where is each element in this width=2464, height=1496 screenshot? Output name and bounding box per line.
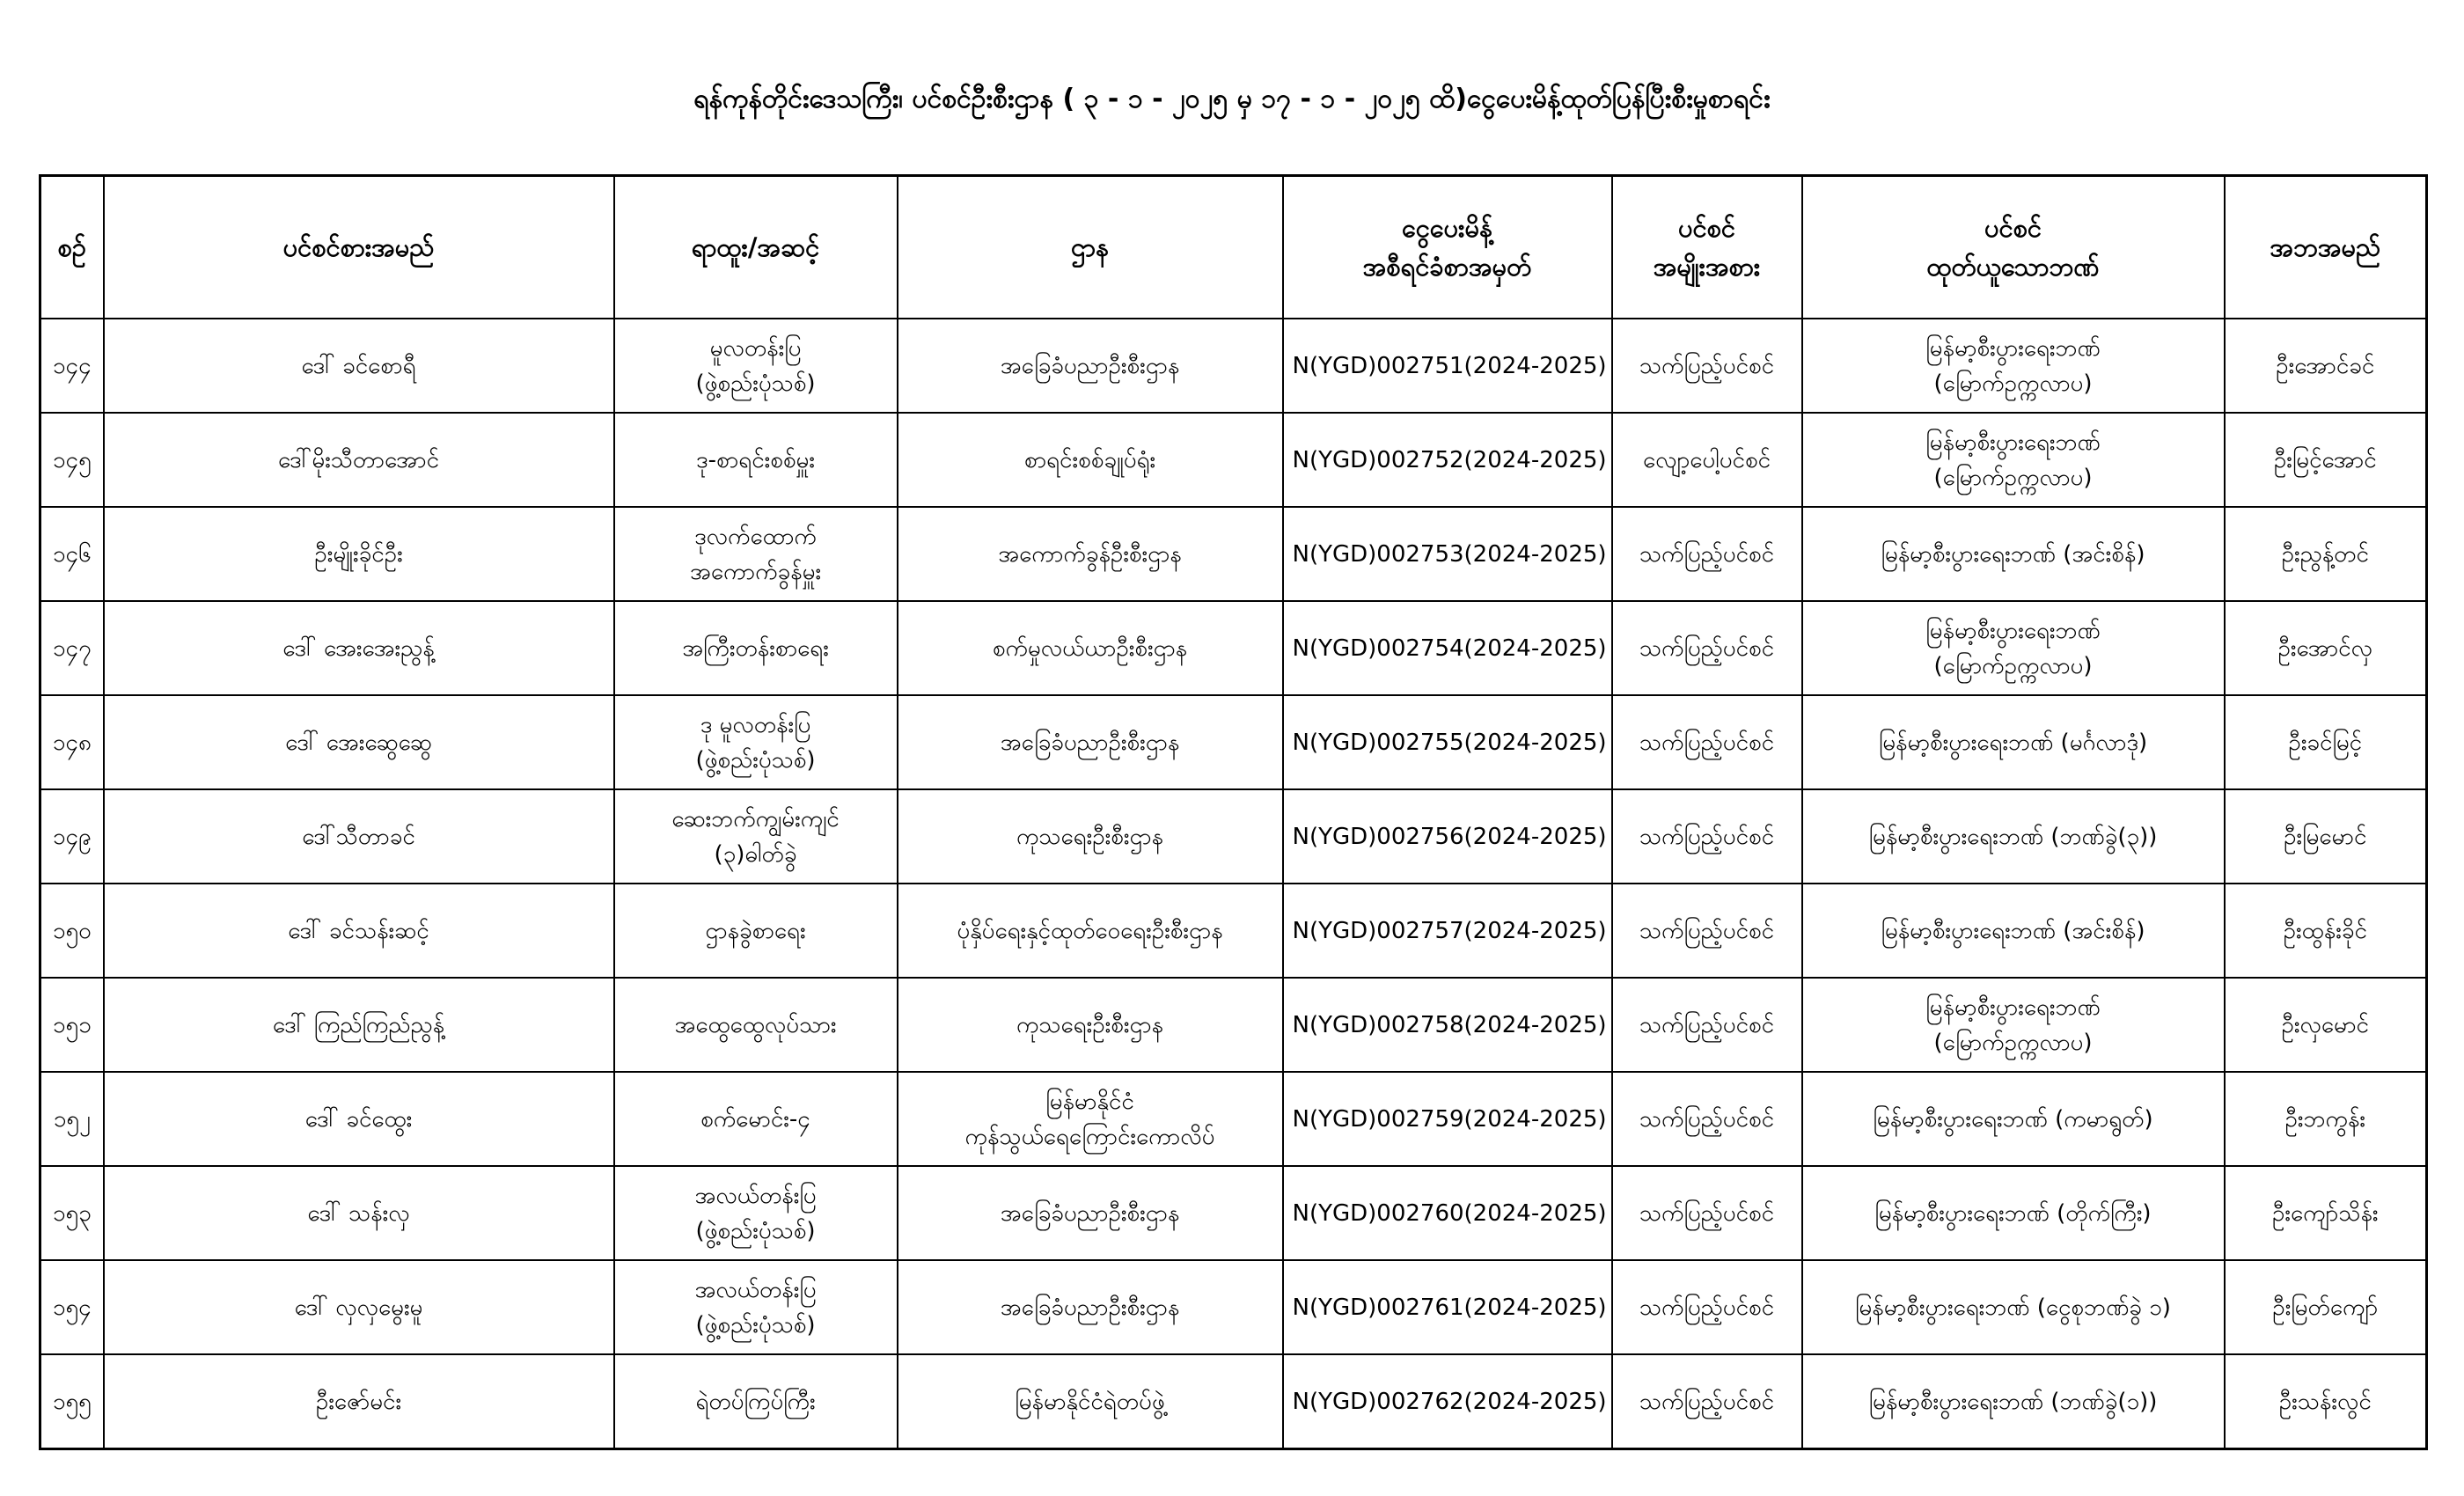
cell-issuing-bank (1802, 1072, 2225, 1166)
table-row (40, 1166, 2427, 1260)
cell-license-no: N(YGD)002757(2024-2025) (1283, 884, 1612, 978)
cell-license-no: N(YGD)002756(2024-2025) (1283, 789, 1612, 884)
cell-pension-type: သက်ပြည့်ပင်စင် (1612, 319, 1802, 413)
cell-dept-line1: အခြေခံပညာဦးစီးဌာန (1000, 352, 1180, 379)
table-body (40, 319, 2427, 1449)
cell-bank-line1: မြန်မာ့စီးပွားရေးဘဏ် (1925, 429, 2101, 456)
cell-serial-no: ၁၅၃ (40, 1166, 104, 1260)
cell-department (898, 507, 1283, 601)
table-row (40, 1260, 2427, 1354)
table-row (40, 1354, 2427, 1449)
cell-dept-line1: အခြေခံပညာဦးစီးဌာန (1000, 1199, 1180, 1227)
cell-pension-type: သက်ပြည့်ပင်စင် (1612, 884, 1802, 978)
cell-father-name: ဦးညွန့်တင် (2225, 507, 2427, 601)
cell-department (898, 1072, 1283, 1166)
cell-rank-line1: ဆေးဘက်ကျွမ်းကျင် (671, 805, 840, 832)
cell-father-name: ဦးကျော်သိန်း (2225, 1166, 2427, 1260)
header-type-line1: ပင်စင် (1677, 213, 1736, 243)
cell-pensioner-name: ဒေါ် လှလှမွေးမူ (104, 1260, 614, 1354)
cell-bank-line1: မြန်မာ့စီးပွားရေးဘဏ် (မင်္ဂလာဒုံ) (1878, 729, 2148, 756)
cell-issuing-bank (1802, 1260, 2225, 1354)
cell-issuing-bank (1802, 1354, 2225, 1449)
cell-pension-type: သက်ပြည့်ပင်စင် (1612, 789, 1802, 884)
cell-rank-line1: ဒု မူလတန်းပြ (700, 711, 811, 738)
cell-pensioner-name: ဒေါ် သန်းလှ (104, 1166, 614, 1260)
cell-rank (614, 319, 898, 413)
cell-rank (614, 507, 898, 601)
cell-dept-line1: စက်မှုလယ်ယာဦးစီးဌာန (992, 634, 1188, 662)
header-pensioner-name: ပင်စင်စားအမည် (104, 176, 614, 319)
cell-pension-type: သက်ပြည့်ပင်စင် (1612, 1260, 1802, 1354)
cell-dept-line2: ကုန်သွယ်ရေကြောင်းကောလိပ် (964, 1123, 1215, 1150)
cell-rank-line2: အကောက်ခွန်မှူး (689, 558, 822, 585)
cell-rank-line1: အလယ်တန်းပြ (694, 1276, 817, 1303)
cell-department (898, 601, 1283, 695)
cell-serial-no: ၁၄၅ (40, 413, 104, 507)
cell-pension-type: သက်ပြည့်ပင်စင် (1612, 507, 1802, 601)
cell-pensioner-name: ဒေါ် ခင်ထွေး (104, 1072, 614, 1166)
cell-serial-no: ၁၅၅ (40, 1354, 104, 1449)
cell-serial-no: ၁၄၇ (40, 601, 104, 695)
cell-department (898, 884, 1283, 978)
cell-license-no: N(YGD)002755(2024-2025) (1283, 695, 1612, 789)
cell-bank-line1: မြန်မာ့စီးပွားရေးဘဏ် (1925, 994, 2101, 1021)
cell-rank-line1: စက်မောင်း-၄ (700, 1105, 810, 1133)
cell-department (898, 413, 1283, 507)
cell-department (898, 1166, 1283, 1260)
cell-bank-line1: မြန်မာ့စီးပွားရေးဘဏ် (ဘဏ်ခွဲ(၃)) (1868, 823, 2158, 850)
cell-issuing-bank (1802, 1166, 2225, 1260)
cell-license-no: N(YGD)002758(2024-2025) (1283, 978, 1612, 1072)
table-row (40, 1072, 2427, 1166)
header-department: ဌာန (898, 176, 1283, 319)
cell-serial-no: ၁၅၂ (40, 1072, 104, 1166)
cell-father-name: ဦးအောင်လှ (2225, 601, 2427, 695)
header-issuer-line1: ပင်စင် (1984, 213, 2042, 243)
cell-father-name: ဦးအောင်ခင် (2225, 319, 2427, 413)
cell-bank-line1: မြန်မာ့စီးပွားရေးဘဏ် (1925, 334, 2101, 362)
cell-department (898, 1354, 1283, 1449)
cell-father-name: ဦးမြင့်အောင် (2225, 413, 2427, 507)
cell-bank-line2: (မြောက်ဥက္ကလာပ) (1933, 652, 2093, 679)
cell-pension-type: သက်ပြည့်ပင်စင် (1612, 1354, 1802, 1449)
cell-department (898, 1260, 1283, 1354)
cell-father-name: ဦးသန်းလွင် (2225, 1354, 2427, 1449)
cell-father-name: ဦးမြမောင် (2225, 789, 2427, 884)
cell-issuing-bank (1802, 695, 2225, 789)
cell-issuing-bank (1802, 978, 2225, 1072)
cell-serial-no: ၁၄၄ (40, 319, 104, 413)
table-row (40, 789, 2427, 884)
header-issuing-bank (1802, 176, 2225, 319)
cell-department (898, 978, 1283, 1072)
header-license-line2: အစီရင်ခံစာအမှတ် (1362, 252, 1532, 282)
cell-issuing-bank (1802, 413, 2225, 507)
cell-serial-no: ၁၅၄ (40, 1260, 104, 1354)
cell-dept-line1: ကုသရေးဦးစီးဌာန (1016, 823, 1164, 850)
header-rank: ရာထူး/အဆင့် (614, 176, 898, 319)
cell-rank (614, 884, 898, 978)
cell-rank (614, 1354, 898, 1449)
cell-department (898, 789, 1283, 884)
table-row (40, 695, 2427, 789)
cell-dept-line1: ပုံနှိပ်ရေးနှင့်ထုတ်ဝေရေးဦးစီးဌာန (957, 917, 1223, 944)
cell-bank-line1: မြန်မာ့စီးပွားရေးဘဏ် (ကမာရွတ်) (1873, 1105, 2153, 1133)
cell-bank-line1: မြန်မာ့စီးပွားရေးဘဏ် (အင်းစိန်) (1881, 917, 2145, 944)
header-father-name: အဘအမည် (2225, 176, 2427, 319)
cell-pension-type: သက်ပြည့်ပင်စင် (1612, 601, 1802, 695)
cell-rank (614, 695, 898, 789)
cell-license-no: N(YGD)002751(2024-2025) (1283, 319, 1612, 413)
cell-rank-line2: (ဖွဲ့စည်းပုံသစ်) (695, 1217, 816, 1244)
cell-bank-line1: မြန်မာ့စီးပွားရေးဘဏ် (ငွေစုဘဏ်ခွဲ ၁) (1855, 1294, 2171, 1321)
cell-rank-line1: ဒုလက်ထောက် (694, 523, 817, 550)
cell-serial-no: ၁၄၈ (40, 695, 104, 789)
cell-issuing-bank (1802, 789, 2225, 884)
cell-rank-line1: ဒု-စာရင်းစစ်မှူး (696, 446, 815, 473)
cell-rank-line1: အကြီးတန်းစာရေး (682, 634, 829, 662)
cell-rank-line1: အလယ်တန်းပြ (694, 1182, 817, 1209)
cell-issuing-bank (1802, 601, 2225, 695)
cell-rank (614, 789, 898, 884)
cell-license-no: N(YGD)002752(2024-2025) (1283, 413, 1612, 507)
cell-pensioner-name: ဒေါ် ကြည်ကြည်ညွန့် (104, 978, 614, 1072)
cell-department (898, 695, 1283, 789)
cell-bank-line2: (မြောက်ဥက္ကလာပ) (1933, 1029, 2093, 1056)
cell-rank (614, 978, 898, 1072)
table-header (40, 176, 2427, 319)
cell-dept-line1: စာရင်းစစ်ချုပ်ရုံး (1023, 446, 1156, 473)
cell-pensioner-name: ဦးမျိုးခိုင်ဦး (104, 507, 614, 601)
cell-issuing-bank (1802, 319, 2225, 413)
cell-bank-line2: (မြောက်ဥက္ကလာပ) (1933, 464, 2093, 491)
cell-bank-line2: (မြောက်ဥက္ကလာပ) (1933, 370, 2093, 397)
cell-father-name: ဦးမြတ်ကျော် (2225, 1260, 2427, 1354)
header-serial-no: စဉ် (40, 176, 104, 319)
cell-pensioner-name: ဒေါ် အေးဆွေဆွေ (104, 695, 614, 789)
cell-rank (614, 1072, 898, 1166)
table-row (40, 319, 2427, 413)
table-row (40, 507, 2427, 601)
cell-license-no: N(YGD)002760(2024-2025) (1283, 1166, 1612, 1260)
cell-dept-line1: အခြေခံပညာဦးစီးဌာန (1000, 729, 1180, 756)
cell-pensioner-name: ဒေါ် ခင်စောရီ (104, 319, 614, 413)
cell-rank-line1: အထွေထွေလုပ်သား (674, 1011, 837, 1038)
cell-rank (614, 1166, 898, 1260)
cell-rank (614, 601, 898, 695)
cell-father-name: ဦးထွန်းခိုင် (2225, 884, 2427, 978)
cell-serial-no: ၁၅၁ (40, 978, 104, 1072)
cell-pensioner-name: ဒေါ် အေးအေးညွန့် (104, 601, 614, 695)
header-license-line1: ငွေပေးမိန့် (1401, 213, 1493, 243)
document-title: ရန်ကုန်တိုင်းဒေသကြီး၊ ပင်စင်ဦးစီးဌာန ( ၃ - ၁ - ၂၀၂၅ မှ ၁၇ - ၁ - ၂၀၂၅ ထိ)ငွေပေးမိန့်ထုတ်ပြန်ပြီးစီးမှုစာရင်း (693, 84, 1771, 114)
cell-rank (614, 1260, 898, 1354)
cell-rank-line2: (ဖွဲ့စည်းပုံသစ်) (695, 1311, 816, 1338)
cell-department (898, 319, 1283, 413)
header-issuer-line2: ထုတ်ယူသောဘဏ် (1926, 252, 2100, 282)
cell-pension-type: သက်ပြည့်ပင်စင် (1612, 978, 1802, 1072)
cell-dept-line1: အကောက်ခွန်ဦးစီးဌာန (998, 540, 1182, 568)
cell-rank-line2: (၃)ဓါတ်ခွဲ (714, 840, 797, 868)
header-row (40, 176, 2427, 319)
cell-issuing-bank (1802, 884, 2225, 978)
cell-pensioner-name: ဦးဇော်မင်း (104, 1354, 614, 1449)
cell-license-no: N(YGD)002761(2024-2025) (1283, 1260, 1612, 1354)
cell-pension-type: သက်ပြည့်ပင်စင် (1612, 695, 1802, 789)
cell-father-name: ဦးခင်မြင့် (2225, 695, 2427, 789)
cell-pension-type: သက်ပြည့်ပင်စင် (1612, 1166, 1802, 1260)
cell-rank-line2: (ဖွဲ့စည်းပုံသစ်) (695, 746, 816, 774)
cell-father-name: ဦးဘကွန်း (2225, 1072, 2427, 1166)
cell-rank-line1: ရဲတပ်ကြပ်ကြီး (695, 1388, 816, 1415)
cell-father-name: ဦးလှမောင် (2225, 978, 2427, 1072)
cell-license-no: N(YGD)002762(2024-2025) (1283, 1354, 1612, 1449)
cell-bank-line1: မြန်မာ့စီးပွားရေးဘဏ် (အင်းစိန်) (1881, 540, 2145, 568)
cell-serial-no: ၁၄၆ (40, 507, 104, 601)
header-pension-type (1612, 176, 1802, 319)
cell-license-no: N(YGD)002753(2024-2025) (1283, 507, 1612, 601)
cell-rank-line1: မူလတန်းပြ (709, 334, 802, 362)
cell-dept-line1: မြန်မာနိုင်ငံရဲတပ်ဖွဲ့ (1015, 1388, 1165, 1415)
table-row (40, 601, 2427, 695)
table-row (40, 978, 2427, 1072)
cell-pensioner-name: ဒေါ်မိုးသီတာအောင် (104, 413, 614, 507)
cell-pensioner-name: ဒေါ် ခင်သန်းဆင့် (104, 884, 614, 978)
cell-pension-type: သက်ပြည့်ပင်စင် (1612, 1072, 1802, 1166)
cell-rank-line2: (ဖွဲ့စည်းပုံသစ်) (695, 370, 816, 397)
cell-bank-line1: မြန်မာ့စီးပွားရေးဘဏ် (တိုက်ကြီး) (1874, 1199, 2152, 1227)
cell-serial-no: ၁၄၉ (40, 789, 104, 884)
cell-license-no: N(YGD)002759(2024-2025) (1283, 1072, 1612, 1166)
pension-register-table (39, 174, 2428, 1450)
cell-bank-line1: မြန်မာ့စီးပွားရေးဘဏ် (1925, 617, 2101, 644)
cell-bank-line1: မြန်မာ့စီးပွားရေးဘဏ် (ဘဏ်ခွဲ(၁)) (1868, 1388, 2158, 1415)
cell-pensioner-name: ဒေါ်သီတာခင် (104, 789, 614, 884)
cell-issuing-bank (1802, 507, 2225, 601)
cell-pension-type: လျော့ပေါ့ပင်စင် (1612, 413, 1802, 507)
cell-rank-line1: ဌာနခွဲစာရေး (705, 917, 806, 944)
cell-dept-line1: မြန်မာနိုင်ငံ (1045, 1088, 1134, 1115)
cell-dept-line1: အခြေခံပညာဦးစီးဌာန (1000, 1294, 1180, 1321)
header-type-line2: အမျိုးအစား (1653, 252, 1761, 282)
header-license-no (1283, 176, 1612, 319)
table-row (40, 884, 2427, 978)
cell-license-no: N(YGD)002754(2024-2025) (1283, 601, 1612, 695)
cell-dept-line1: ကုသရေးဦးစီးဌာန (1016, 1011, 1164, 1038)
cell-serial-no: ၁၅၀ (40, 884, 104, 978)
table-row (40, 413, 2427, 507)
cell-rank (614, 413, 898, 507)
